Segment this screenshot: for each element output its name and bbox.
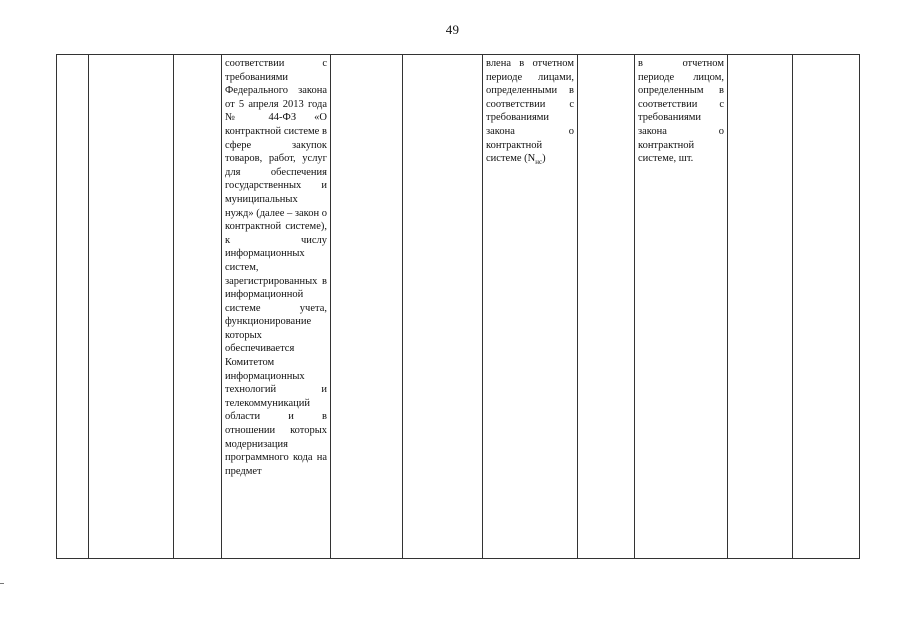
table-cell-col-10 (728, 55, 793, 559)
cell-text-col-7-main: влена в отчетном периоде лицами, определенными в соответствии с требованиями закона о контрактной системе (N (486, 58, 574, 165)
page-number: 49 (445, 22, 460, 37)
cell-text-col-7 (486, 57, 574, 166)
table-cell-col-4 (222, 55, 331, 559)
table-cell-col-8 (578, 55, 635, 559)
cell-text-col-4: соответствии с требованиями Федерального закона от 5 апреля 2013 года № 44-ФЗ «О контрактной системе в сфере закупок товаров, работ, услуг для обеспечения государственных и муниципальных нужд» (далее – закон о контрактной системе), к числу информационных систем, зарегистрированных в информационной системе учета, функционирование которых обеспечивается Комитетом информационных технологий и телекоммуникаций области и в отношении которых модернизация программного кода на предмет (225, 58, 327, 477)
table-cell-col-5 (331, 55, 403, 559)
margin-mark (0, 583, 4, 584)
cell-text-col-7-tail: ) (542, 153, 546, 165)
table-cell-col-9 (635, 55, 728, 559)
cell-text-col-9: в отчетном периоде лицом, определенным в соответствии с требованиями закона о контрактной системе, шт. (638, 58, 724, 165)
table-cell-col-3 (174, 55, 222, 559)
table-cell-col-6 (403, 55, 483, 559)
table-cell-col-7 (483, 55, 578, 559)
table-cell-col-1 (57, 55, 89, 559)
document-table (56, 54, 860, 559)
table-cell-col-2 (89, 55, 174, 559)
cell-text-col-7-subscript: нс (535, 158, 543, 167)
table-cell-col-11 (793, 55, 860, 559)
table-row (57, 55, 860, 559)
